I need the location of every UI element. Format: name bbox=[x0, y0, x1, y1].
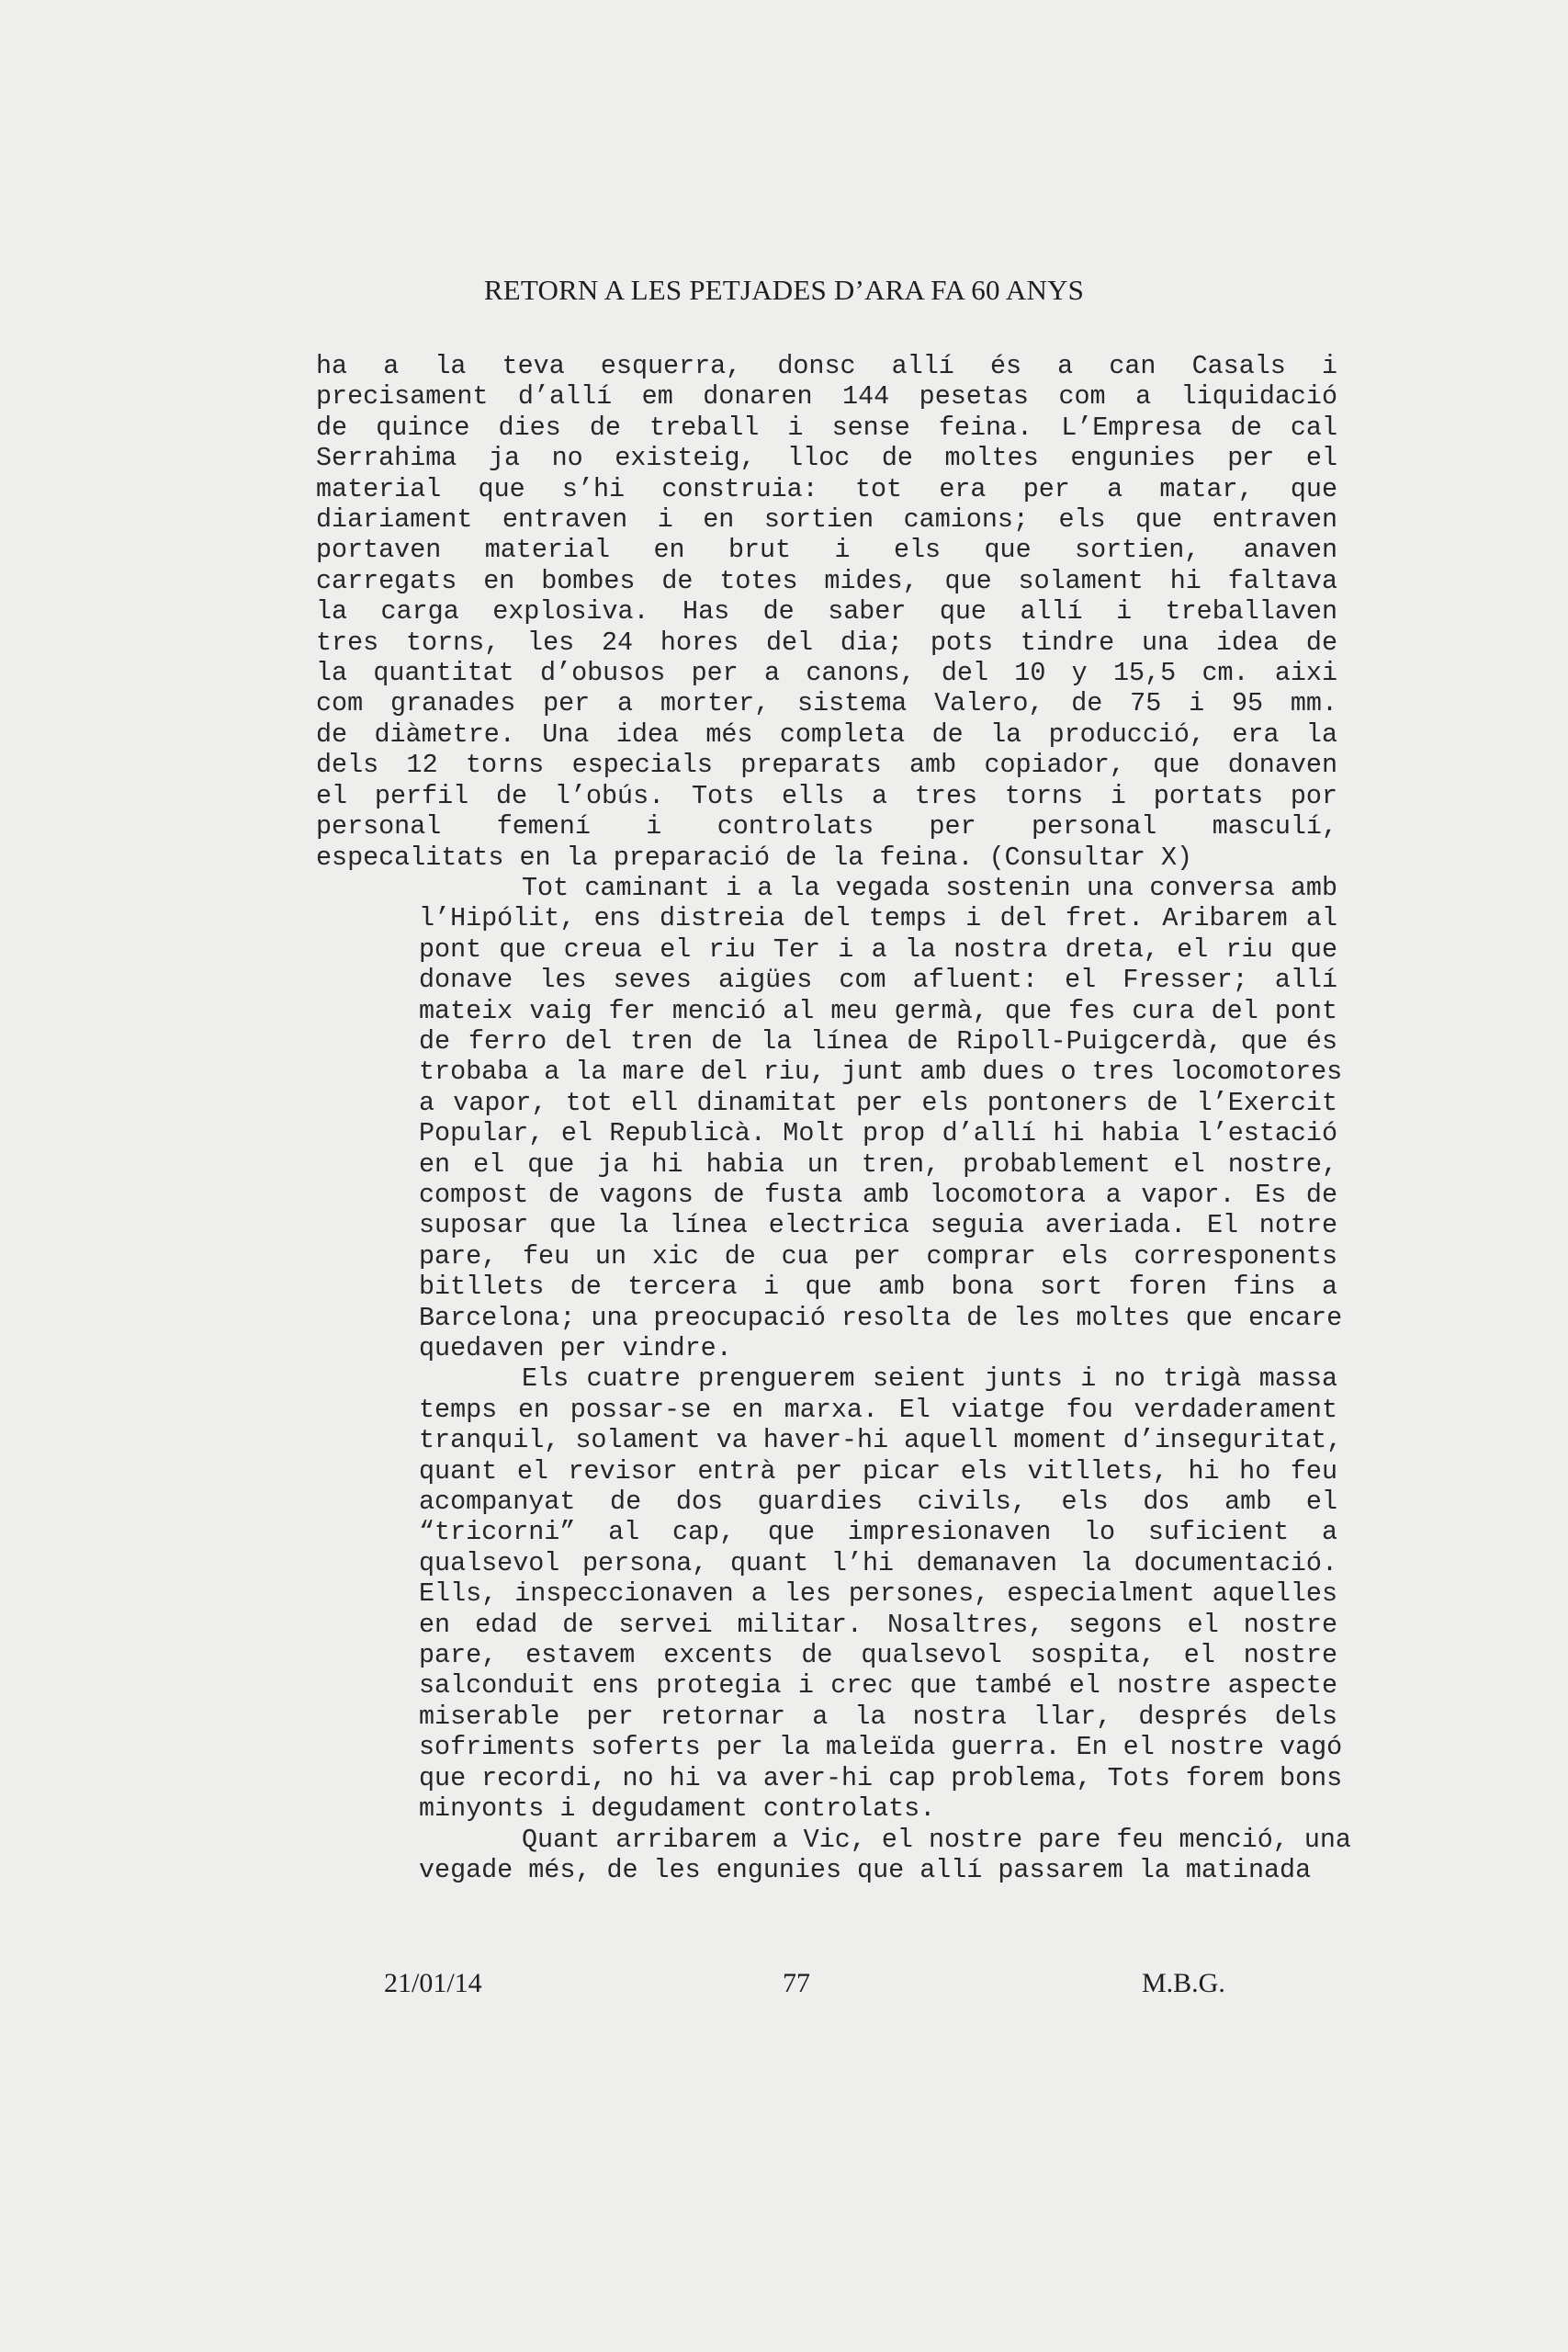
text-line: quant el revisor entrà per picar els vitllets, hi ho feu bbox=[419, 1455, 1337, 1487]
text-line: Tot caminant i a la vegada sostenin una conversa amb bbox=[522, 872, 1337, 903]
text-line: donave les seves aigües com afluent: el Fresser; allí bbox=[419, 965, 1337, 996]
text-line: portaven material en brut i els que sortien, anaven bbox=[316, 535, 1337, 566]
text-line: carregats en bombes de totes mides, que solament hi faltava bbox=[316, 565, 1337, 596]
text-line: que recordi, no hi va aver-hi cap problema, Tots forem bons bbox=[419, 1762, 1343, 1793]
text-line: bitllets de tercera i que amb bona sort foren fins a bbox=[419, 1272, 1337, 1303]
body-text bbox=[316, 351, 1351, 1885]
text-line: a vapor, tot ell dinamitat per els pontoners de l’Exercit bbox=[419, 1087, 1337, 1118]
paragraph bbox=[316, 872, 1343, 1364]
text-line: pare, estavem excents de qualsevol sospita, el nostre bbox=[419, 1640, 1337, 1671]
footer-initials: M.B.G. bbox=[1142, 1968, 1225, 1998]
text-line: pare, feu un xic de cua per comprar els corresponents bbox=[419, 1240, 1337, 1272]
footer-date: 21/01/14 bbox=[384, 1968, 482, 1998]
text-line: compost de vagons de fusta amb locomotora a vapor. Es de bbox=[419, 1179, 1337, 1210]
text-line: en edad de servei militar. Nosaltres, segons el nostre bbox=[419, 1609, 1337, 1640]
text-line: Barcelona; una preocupació resolta de les moltes que encare bbox=[419, 1302, 1343, 1333]
text-line: minyonts i degudament controlats. bbox=[419, 1793, 936, 1825]
text-line: de quince dies de treball i sense feina. L’Empresa de cal bbox=[316, 412, 1337, 443]
text-line: temps en possar-se en marxa. El viatge fou verdaderament bbox=[419, 1394, 1337, 1425]
text-line: acompanyat de dos guardies civils, els dos amb el bbox=[419, 1487, 1337, 1518]
text-line: Popular, el Republicà. Molt prop d’allí hi habia l’estació bbox=[419, 1118, 1337, 1149]
text-line: sofriments soferts per la maleïda guerra. En el nostre vagó bbox=[419, 1732, 1343, 1763]
text-line: mateix vaig fer menció al meu germà, que fes cura del pont bbox=[419, 995, 1337, 1026]
paragraph bbox=[316, 351, 1337, 873]
text-line: tranquil, solament va haver-hi aquell moment d’inseguritat, bbox=[419, 1425, 1343, 1456]
text-line: l’Hipólit, ens distreia del temps i del fret. Aribarem al bbox=[419, 903, 1337, 934]
text-line: precisament d’allí em donaren 144 pesetas com a liquidació bbox=[316, 381, 1337, 413]
text-line: de diàmetre. Una idea més completa de la producció, era la bbox=[316, 718, 1337, 750]
paragraph bbox=[316, 1363, 1343, 1825]
text-line: Serrahima ja no existeig, lloc de moltes engunies per el bbox=[316, 443, 1337, 474]
text-line: ha a la teva esquerra, donsc allí és a can Casals i bbox=[316, 351, 1337, 381]
text-line: Els cuatre prenguerem seient junts i no trigà massa bbox=[522, 1363, 1337, 1395]
text-line: Quant arribarem a Vic, el nostre pare feu menció, una bbox=[522, 1824, 1351, 1855]
text-line: vegade més, de les engunies que allí passarem la matinada bbox=[419, 1854, 1312, 1885]
text-line: tres torns, les 24 hores del dia; pots tindre una idea de bbox=[316, 627, 1337, 658]
text-line: com granades per a morter, sistema Valero, de 75 i 95 mm. bbox=[316, 688, 1337, 719]
text-line: material que s’hi construia: tot era per a matar, que bbox=[316, 473, 1337, 504]
text-line: pont que creua el riu Ter i a la nostra dreta, el riu que bbox=[419, 933, 1337, 965]
text-line: Ells, inspeccionaven a les persones, especialment aquelles bbox=[419, 1578, 1337, 1610]
text-line: salconduit ens protegia i crec que també el nostre aspecte bbox=[419, 1670, 1337, 1702]
text-line: “tricorni” al cap, que impresionaven lo suficient a bbox=[419, 1517, 1337, 1548]
paragraph bbox=[316, 1824, 1351, 1886]
footer-page-number: 77 bbox=[783, 1968, 810, 1998]
text-line: diariament entraven i en sortien camions; els que entraven bbox=[316, 504, 1337, 536]
text-line: en el que ja hi habia un tren, probablement el nostre, bbox=[419, 1148, 1337, 1180]
text-line: la carga explosiva. Has de saber que allí i treballaven bbox=[316, 596, 1337, 628]
text-line: de ferro del tren de la línea de Ripoll-Puigcerdà, que és bbox=[419, 1025, 1337, 1057]
text-line: la quantitat d’obusos per a canons, del 10 y 15,5 cm. aixi bbox=[316, 658, 1337, 689]
running-header: RETORN A LES PETJADES D’ARA FA 60 ANYS bbox=[483, 274, 1085, 306]
text-line: miserable per retornar a la nostra llar, després dels bbox=[419, 1701, 1337, 1732]
text-line: qualsevol persona, quant l’hi demanaven la documentació. bbox=[419, 1547, 1337, 1578]
text-line: dels 12 torns especials preparats amb copiador, que donaven bbox=[316, 750, 1337, 781]
text-line: suposar que la línea electrica seguia averiada. El notre bbox=[419, 1210, 1337, 1241]
text-line: trobaba a la mare del riu, junt amb dues o tres locomotores bbox=[419, 1057, 1343, 1088]
text-line: quedaven per vindre. bbox=[419, 1333, 732, 1363]
text-line: personal femení i controlats per personal masculí, bbox=[316, 811, 1337, 842]
text-line: especalitats en la preparació de la feina. (Consultar X) bbox=[316, 842, 1193, 873]
text-line: el perfil de l’obús. Tots ells a tres torns i portats por bbox=[316, 780, 1337, 811]
